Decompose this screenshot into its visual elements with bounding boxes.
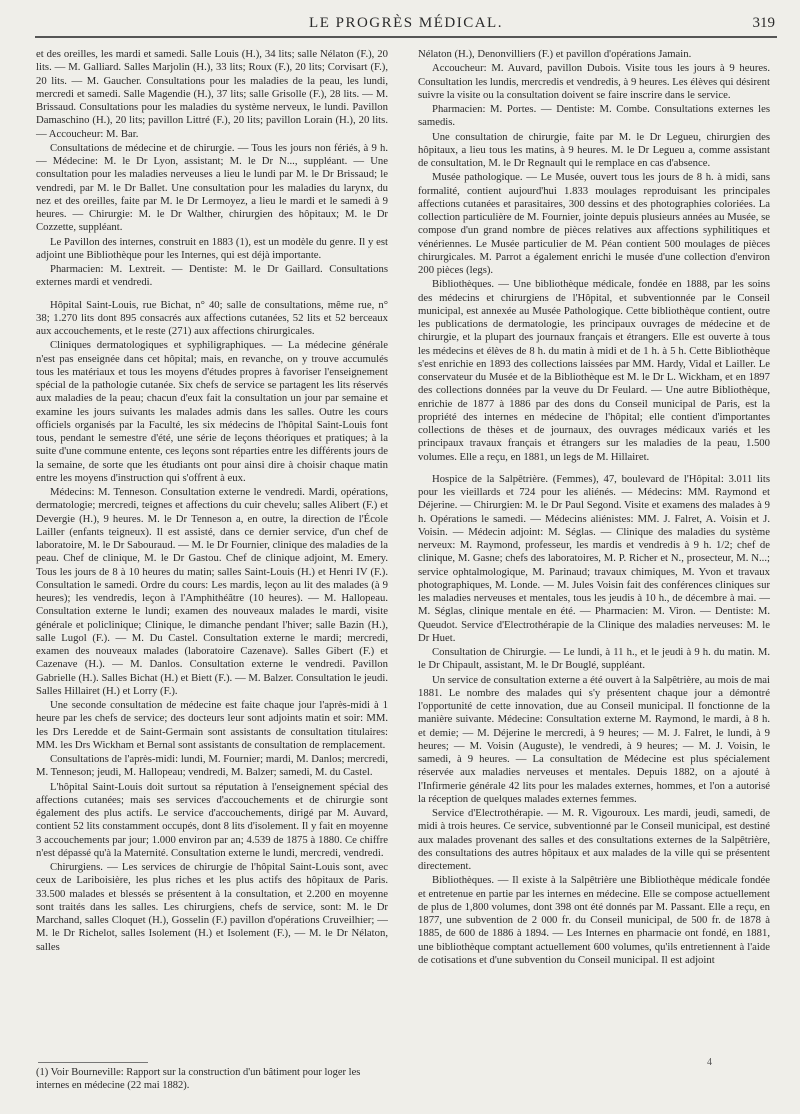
paragraph: Une consultation de chirurgie, faite par M. le Dr Legueu, chirurgien des hôpitaux, a lieu tous les matins, à 9 heures. M. le Dr Legueu a, comme assistant de consultation, M. le Dr Regnault qui le remplace en cas d'absence. bbox=[418, 130, 770, 169]
paragraph: Musée pathologique. — Le Musée, ouvert tous les jours de 8 h. à midi, sans formalité, contient aujourd'hui 1.833 moulages reproduisant les principales affections cutanées et parasitaires, 300 dessins et des photographies coloriées. La collection particulière de M. Fournier, jointe depuis plusieurs années au Musée, se compose d'un grand nombre de pièces relatives aux affections syphilitiques et vénériennes. Le Musée particulier de M. Péan contient 500 moulages de pièces chirurgicales. M. Parrot a également enrichi le musée d'une collection d'environ 200 pièces (legs). bbox=[418, 171, 770, 276]
right-column bbox=[418, 48, 770, 967]
paragraph: Consultation de Chirurgie. — Le lundi, à 11 h., et le jeudi à 9 h. du matin. M. le Dr Chipault, assistant, M. le Dr Bouglé, suppléant. bbox=[418, 646, 770, 672]
paragraph: Cliniques dermatologiques et syphiligraphiques. — La médecine générale n'est pas enseignée dans cet hôpital; mais, en revanche, on y trouve accumulés tous les matériaux et tous les moyens d'études propres à favoriser l'enseignement spécial de la pathologie cutanée. Six chefs de service se partagent les lits réservés aux maladies de la peau; chacun d'eux fait la consultation un jour par semaine et examine les jours suivants les malades admis dans les salles. Outre les cours officiels organisés par la Faculté, les six médecins de l'hôpital Saint-Louis font tous, pendant le semestre d'été, une série de leçons théoriques et pratiques; à la suite d'une commune entente, ces leçons sont réparties entre les différents jours de la semaine, de sorte que les étudiants ont pour ainsi dire à choisir chaque matin entre les moyens d'instruction qui s'offrent à eux. bbox=[36, 339, 388, 484]
paragraph: Un service de consultation externe a été ouvert à la Salpêtrière, au mois de mai 1881. Le nombre des malades qui s'y présentent chaque jour a démontré l'opportunité de cette innovation, due au Conseil municipal. Il fonctionne de la manière suivante. Médecine: Consultation externe M. Raymond, le mardi, à 8 h. et demie; — M. Déjerine le mercredi, à 9 heures; — M. J. Falret, le lundi, à 9 heures; — M. Voisin (Auguste), le vendredi, à 9 heures; — M. J. Voisin, le samedi, à 9 heures. — La consultation de Médecine est plus spécialement réservée aux maladies nerveuses et mentales. Depuis 1882, on a ajouté à l'Infirmerie générale 42 lits pour les malades externes, hommes, et l'on a autorisé la réception de quelques malades externes femmes. bbox=[418, 673, 770, 805]
paragraph: Consultations de l'après-midi: lundi, M. Fournier; mardi, M. Danlos; mercredi, M. Tenneson; jeudi, M. Hallopeau; vendredi, M. Balzer; samedi, M. du Castel. bbox=[36, 753, 388, 779]
paragraph: Bibliothèques. — Il existe à la Salpêtrière une Bibliothèque médicale fondée et entretenue en partie par les internes en médecine. Elle se compose actuellement de plus de 1,800 volumes, dont 398 ont été donnés par M. Passant. Elle a reçu, en 1877, une subvention de 2 000 fr. du Conseil municipal, de 500 fr. de 1878 à 1885, de 600 de 1886 à 1894. — Les Internes en pharmacie ont fondé, en 1881, une bibliothèque comptant actuellement 600 volumes, qu'ils entretiennent à l'aide de cotisations et d'une subvention du Conseil municipal. Il est adjoint bbox=[418, 874, 770, 966]
footnote: (1) Voir Bourneville: Rapport sur la construction d'un bâtiment pour loger les internes en médecine (22 mai 1882). bbox=[36, 1067, 361, 1091]
paragraph: Nélaton (H.), Denonvilliers (F.) et pavillon d'opérations Jamain. bbox=[418, 48, 692, 60]
paragraph: Pharmacien: M. Lextreit. — Dentiste: M. le Dr Gaillard. Consultations externes mardi et vendredi. bbox=[36, 263, 388, 289]
paragraph: Médecins: M. Tenneson. Consultation externe le vendredi. Mardi, opérations, dermatologie; mercredi, teignes et affections du cuir chevelu; salles Alibert (F.) et Devergie (H.), 9 heures. M. le Dr Tenneson a, en outre, la direction de l'École Lailler (enfants teigneux). Il est assisté, dans ce dernier service, d'un chef de laboratoire, M. le Dr Sabouraud. — M. le Dr Fournier, clinique des maladies de la peau. Chef de clinique, M. le Dr Gastou. Chef de clinique adjoint, M. Emery. Tous les jours de 8 à 10 heures du matin; salles Saint-Louis (H.) et Henri IV (F.). Consultation le samedi. Ordre du cours: Les mardis, leçon au lit des malades (à 9 heures); les vendredis, leçon à l'Amphithéâtre (10 heures). — M. Hallopeau. Consultation externe le lundi; examen des nouveaux malades le mardi, visite générale et policlinique; Clinique, le dimanche pendant l'hiver; salle Bazin (H.), salle Lugol (F.). — M. Du Castel. Consultation externe le mardi; mercredi, examen des nouveaux malades (laboratoire Cazenave). Salles Gibert (F.) et Cazenave (H.). — M. Danlos. Consultation externe le vendredi. Pavillon Gabrielle (H.). Salles Bichat (H.) et Biett (F.). — M. Balzer. Consultation le jeudi. Salles Hillairet (H.) et Lorry (F.). bbox=[36, 486, 388, 697]
journal-title: LE PROGRÈS MÉDICAL. bbox=[309, 15, 503, 31]
paragraph: Hospice de la Salpêtrière. (Femmes), 47, boulevard de l'Hôpital: 3.011 lits pour les vieillards et 724 pour les aliénés. — Médecins: MM. Raymond et Déjerine. — Chirurgien: M. le Dr Paul Segond. Visite et examens des malades à 9 h. Opérations le samedi. — Médecins aliénistes: MM. J. Falret, A. Voisin et J. Voisin. — Médecin adjoint: M. Séglas. — Clinique des maladies du système nerveux: M. Raymond, professeur, les mardis et vendredis à 9 h. 1/2; chef de clinique, M. Gasne; chefs des laboratoires, M. P. Richer et N., prosecteur, M. N...; service ophtalmologique, M. Parinaud; travaux chimiques, M. Yvon et travaux photographiques, M. Londe. — M. Jules Voisin fait des conférences cliniques sur les maladies nerveuses et mentales, tous les jeudis à 10 h., de décembre à mai. — M. Séglas, clinique mentale en été. — Pharmacien: M. Viron. — Dentiste: M. Queudot. Service d'Electrothérapie de la Clinique des maladies nerveuses: M. le Dr Huet. bbox=[418, 472, 770, 644]
page-number: 319 bbox=[752, 15, 775, 31]
paragraph: Le Pavillon des internes, construit en 1883 (1), est un modèle du genre. Il y est adjoint une Bibliothèque pour les Internes, qui est déjà importante. bbox=[36, 235, 388, 261]
paragraph: Consultations de médecine et de chirurgie. — Tous les jours non fériés, à 9 h. — Médecine: M. le Dr Lyon, assistant; M. le Dr N..., suppléant. — Une consultation pour les maladies nerveuses a lieu le lundi par M. le Dr Brissaud; le vendredi, par M. le Dr Ballet. Une consultation pour les maladies du larynx, du nez et des oreilles, faite par M. le Dr Lermoyez, a lieu le mardi et le samedi à 9 heures. — Chirurgie: M. le Dr Walther, chirurgien des hôpitaux; M. le Dr Cozzette, suppléant. bbox=[36, 141, 388, 234]
left-column bbox=[36, 48, 388, 954]
paragraph: et des oreilles, les mardi et samedi. Salle Louis (H.), 34 lits; salle Nélaton (F.), 20 lits. — M. Galliard. Salles Marjolin (H.), 33 lits; Roux (F.), 20 lits; Corvisart (F.), 20 lits. — M. Gaucher. Consultations pour les maladies de la peau, les lundi, mercredi et samedi. Salle Magendie (H.), 37 lits; salle Grisolle (F.), 28 lits. — M. Brissaud. Consultations pour les maladies du système nerveux, le lundi. Pavillon Damaschino (H.), 20 lits; pavillon Littré (F.), 20 lits; pavillon Lorain (H.), 20 lits. — Accoucheur: M. Bar. bbox=[36, 48, 388, 140]
page-mark: 4 bbox=[707, 1057, 712, 1068]
paragraph: Bibliothèques. — Une bibliothèque médicale, fondée en 1888, par les soins des médecins et chirurgiens de l'Hôpital, et subventionnée par le Conseil municipal, est annexée au Musée Pathologique. Cette bibliothèque contient, outre les publications de dermatologie, les principaux ouvrages de médecine et de chirurgie, et la plupart des journaux français et étrangers. Elle est ouverte à tous les médecins et élèves de 8 h. du matin à midi et de 1 h. à 5 h. Cette Bibliothèque s'est enrichie en 1893 des collections laissées par MM. Hardy, Vidal et Lailler. Le conservateur du Musée et de la Bibliothèque est M. le Dr L. Wickham, et en 1897 des collections données par la veuve du Dr Feulard. — Une autre Bibliothèque, enrichie de 1877 à 1886 par des dons du Conseil municipal de Paris, est la propriété des internes en médecine de l'hôpital; elle contient d'importantes collections de thèses et de journaux, des ouvrages médicaux variés et les principaux travaux français et étrangers sur les maladies de la peau, 1.500 volumes. Elle a reçu, en 1881, un legs de M. Hillairet. bbox=[418, 278, 770, 463]
footnote-divider bbox=[38, 1062, 148, 1063]
paragraph: Une seconde consultation de médecine est faite chaque jour l'après-midi à 1 heure par les chefs de service; des docteurs leur sont adjoints matin et soir: MM. les Drs Leredde et de Saint-Germain sont assistants de consultation titulaires: MM. les Drs Wickham et Bernal sont assistants de consultation de remplacement. bbox=[36, 699, 388, 751]
paragraph: Accoucheur: M. Auvard, pavillon Dubois. Visite tous les jours à 9 heures. Consultation les lundis, mercredis et vendredis, à 9 heures. Les élèves qui désirent suivre la visite ou la consultation doivent se faire inscrire dans le service. bbox=[418, 62, 770, 101]
paragraph: Hôpital Saint-Louis, rue Bichat, n° 40; salle de consultations, même rue, n° 38; 1.270 lits dont 895 consacrés aux affections cutanées, 52 lits et 52 berceaux aux accouchements, et le reste (271) aux affections chirurgicales. bbox=[36, 298, 388, 337]
paragraph: Service d'Electrothérapie. — M. R. Vigouroux. Les mardi, jeudi, samedi, de midi à trois heures. Ce service, subventionné par le Conseil municipal, est destiné aux malades provenant des salles et des consultations externes de la Salpêtrière, des consultations des autres hôpitaux et aux malades de la ville qui se présentent directement. bbox=[418, 807, 770, 872]
paragraph: L'hôpital Saint-Louis doit surtout sa réputation à l'enseignement spécial des affections cutanées; mais ses services d'accouchements et de chirurgie sont également des plus actifs. Le service d'accouchements, dirigé par M. Auvard, contient 52 lits constamment occupés, dont 8 lits d'isolement. Il y fait en moyenne 3 accouchements par jour; 1.000 environ par an; 4.539 de 1875 à 1880. Ce chiffre n'est dépassé qu'à la Maternité. Consultation externe le lundi, mercredi, vendredi. bbox=[36, 780, 388, 859]
running-header bbox=[35, 12, 777, 38]
paragraph: Pharmacien: M. Portes. — Dentiste: M. Combe. Consultations externes les samedis. bbox=[418, 103, 770, 129]
paragraph: Chirurgiens. — Les services de chirurgie de l'hôpital Saint-Louis sont, avec ceux de Lariboisière, les plus riches et les plus actifs des hôpitaux de Paris. 33.500 malades et blessés se présentent à la consultation, et 2.200 en moyenne sont traités dans les salles. Les chirurgiens, chefs de service, sont: M. le Dr Marchand, salles Cloquet (H.), Gosselin (F.) pavillon d'opérations Cruveilhier; — M. le Dr Richelot, salles Isolement (H.) et Isolement (F.), — M. le Dr Nélaton, salles bbox=[36, 861, 388, 953]
